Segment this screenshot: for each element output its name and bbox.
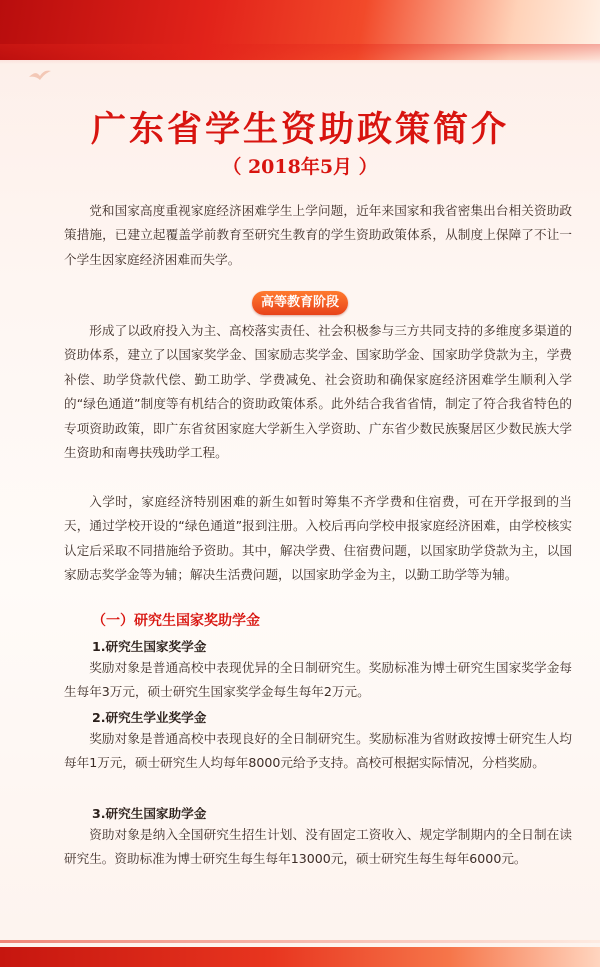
body-paragraph-enrollment: 入学时，家庭经济特别困难的新生如暂时筹集不齐学费和住宿费，可在开学报到的当天，通过学校开设的“绿色通道”报到注册。入校后再向学校申报家庭经济困难，由学校核实认定后采取不同措施给予资助。其中，解决学费、住宿费问题，以国家助学贷款为主，以国家励志奖学金等为辅；解决生活费问题，以国家助学金为主，以勤工助学等为辅。 [64,494,572,583]
page-title: 广东省学生资助政策简介 [90,109,509,150]
intro-paragraph: 党和国家高度重视家庭经济困难学生上学问题，近年来国家和我省密集出台相关资助政策措施，已建立起覆盖学前教育至研究生教育的学生资助政策体系，从制度上保障了不让一个学生因家庭经济困难而失学。 [64,203,572,267]
sub-heading-national-scholarship: 1.研究生国家奖学金 [92,639,207,654]
top-red-banner [0,0,600,60]
bird-icon [28,68,52,84]
text-national-scholarship: 奖励对象是普通高校中表现优异的全日制研究生。奖励标准为博士研究生国家奖学金每生每年3万元，硕士研究生国家奖学金每生每年2万元。 [64,660,572,700]
stage-badge: 高等教育阶段 [252,291,348,315]
sub-heading-national-grant: 3.研究生国家助学金 [92,806,207,821]
text-academic-scholarship: 奖励对象是普通高校中表现良好的全日制研究生。奖励标准为省财政按博士研究生人均每年1万元，硕士研究生人均每年8000元给予支持。高校可根据实际情况，分档奖励。 [64,731,572,771]
publish-date: （ 2018年5月 ） [222,156,378,178]
text-national-grant: 资助对象是纳入全国研究生招生计划、没有固定工资收入、规定学制期内的全日制在读研究生。资助标准为博士研究生每生每年13000元，硕士研究生每生每年6000元。 [64,827,572,867]
sub-heading-academic-scholarship: 2.研究生学业奖学金 [92,710,207,725]
bottom-divider [0,940,600,943]
bottom-red-banner [0,947,600,967]
body-paragraph-system: 形成了以政府投入为主、高校落实责任、社会积极参与三方共同支持的多维度多渠道的资助体系，建立了以国家奖学金、国家励志奖学金、国家助学金、国家助学贷款为主，学费补偿、助学贷款代偿、勤工助学、学费减免、社会资助和确保家庭经济困难学生顺利入学的“绿色通道”制度等有机结合的资助政策体系。此外结合我省省情，制定了符合我省特色的专项资助政策，即广东省贫困家庭大学新生入学资助、广东省少数民族聚居区少数民族大学生资助和南粤扶残助学工程。 [64,323,572,461]
section-title-graduate-aid: （一）研究生国家奖助学金 [92,613,260,629]
